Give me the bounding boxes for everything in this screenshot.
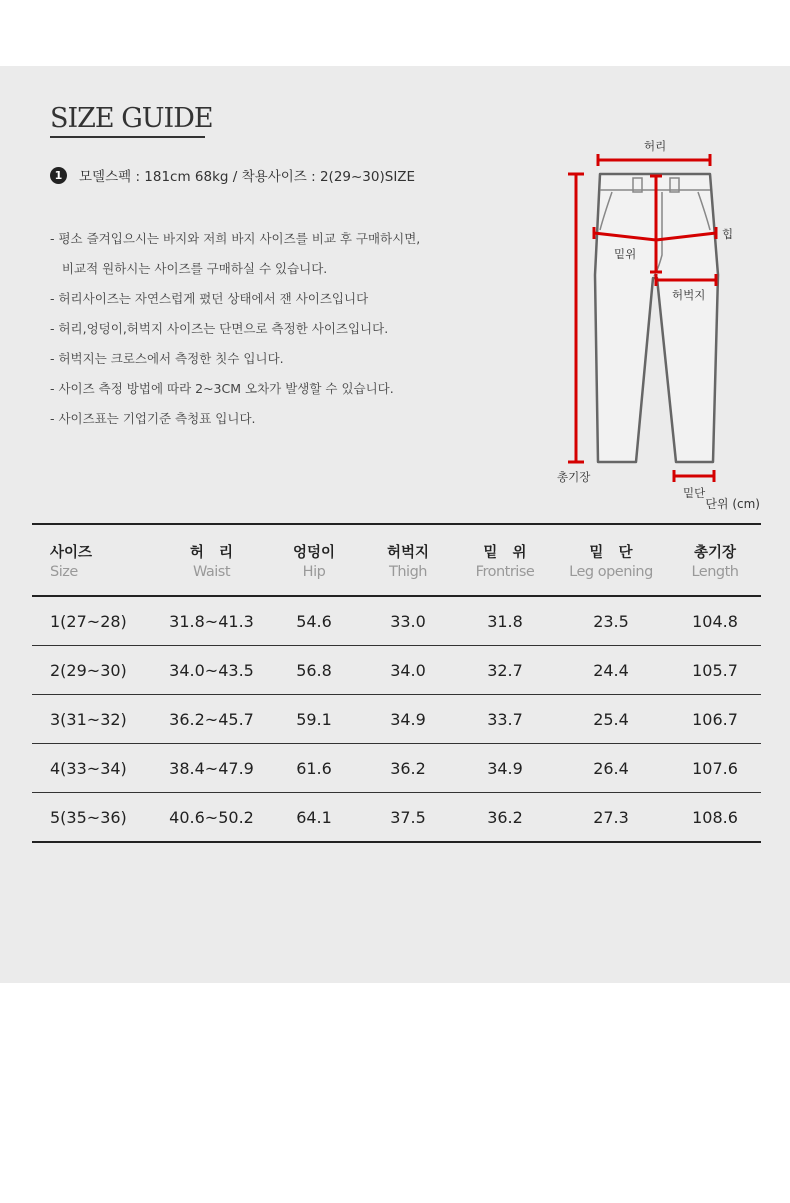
- header-length: 총기장 Length: [691, 544, 739, 580]
- note-item: - 사이즈표는 기업기준 측청표 입니다.: [50, 411, 256, 426]
- cell-waist: 34.0~43.5: [154, 646, 269, 695]
- cell-size: 2(29~30): [32, 646, 154, 695]
- label-hip: 힙: [722, 227, 734, 241]
- cell-frontrise: 32.7: [457, 646, 553, 695]
- table-row: [32, 596, 761, 646]
- cell-thigh: 33.0: [359, 596, 457, 646]
- pants-outline-icon: [550, 130, 750, 510]
- header-hip: 엉덩이 Hip: [292, 544, 336, 580]
- cell-hip: 54.6: [269, 596, 359, 646]
- cell-frontrise: 31.8: [457, 596, 553, 646]
- cell-hip: 61.6: [269, 744, 359, 793]
- header-leg-opening: 밑 단 Leg opening: [569, 544, 653, 580]
- header-size: 사이즈 Size: [50, 544, 93, 580]
- note-item: - 허벅지는 크로스에서 측정한 칫수 입니다.: [50, 351, 284, 366]
- cell-leg-opening: 25.4: [553, 695, 669, 744]
- cell-length: 104.8: [669, 596, 761, 646]
- cell-length: 107.6: [669, 744, 761, 793]
- note-item: - 허리,엉덩이,허벅지 사이즈는 단면으로 측정한 사이즈입니다.: [50, 321, 389, 336]
- cell-frontrise: 36.2: [457, 793, 553, 843]
- cell-thigh: 36.2: [359, 744, 457, 793]
- label-length: 총기장: [557, 470, 591, 484]
- cell-thigh: 34.0: [359, 646, 457, 695]
- cell-waist: 38.4~47.9: [154, 744, 269, 793]
- cell-size: 3(31~32): [32, 695, 154, 744]
- table-row: [32, 646, 761, 695]
- label-rise: 밑위: [614, 247, 637, 261]
- cell-waist: 31.8~41.3: [154, 596, 269, 646]
- number-badge: 1: [50, 167, 67, 184]
- label-leg-opening: 밑단: [683, 486, 706, 500]
- cell-thigh: 34.9: [359, 695, 457, 744]
- header-waist: 허 리 Waist: [189, 544, 234, 580]
- table-row: [32, 695, 761, 744]
- cell-length: 105.7: [669, 646, 761, 695]
- note-item: - 허리사이즈는 자연스럽게 폈던 상태에서 잰 사이즈입니다: [50, 291, 369, 306]
- cell-length: 106.7: [669, 695, 761, 744]
- cell-frontrise: 33.7: [457, 695, 553, 744]
- page-title: SIZE GUIDE: [50, 103, 213, 134]
- table-row: [32, 744, 761, 793]
- label-thigh: 허벅지: [672, 288, 706, 302]
- label-waist: 허리: [644, 139, 667, 153]
- notes-list: [50, 224, 420, 434]
- header-thigh: 허벅지 Thigh: [386, 544, 430, 580]
- cell-size: 1(27~28): [32, 596, 154, 646]
- cell-hip: 59.1: [269, 695, 359, 744]
- note-item: - 평소 즐겨입으시는 바지와 저희 바지 사이즈를 비교 후 구매하시면,: [50, 231, 421, 246]
- cell-leg-opening: 23.5: [553, 596, 669, 646]
- cell-leg-opening: 26.4: [553, 744, 669, 793]
- cell-hip: 64.1: [269, 793, 359, 843]
- cell-waist: 36.2~45.7: [154, 695, 269, 744]
- note-item: 비교적 원하시는 사이즈를 구매하실 수 있습니다.: [50, 261, 328, 276]
- cell-size: 4(33~34): [32, 744, 154, 793]
- pants-diagram: [550, 130, 750, 510]
- size-table: [32, 523, 761, 843]
- model-spec-text: 모델스펙 : 181cm 68kg / 착용사이즈 : 2(29~30)SIZE: [79, 169, 416, 185]
- cell-waist: 40.6~50.2: [154, 793, 269, 843]
- unit-label: 단위 (cm): [705, 497, 760, 511]
- table-row: [32, 793, 761, 843]
- note-item: - 사이즈 측정 방법에 따라 2~3CM 오차가 발생할 수 있습니다.: [50, 381, 394, 396]
- model-spec: [50, 165, 415, 185]
- header-frontrise: 밑 위 Frontrise: [475, 544, 535, 580]
- title-underline: [50, 136, 205, 138]
- cell-hip: 56.8: [269, 646, 359, 695]
- cell-length: 108.6: [669, 793, 761, 843]
- table-header-row: [32, 524, 761, 596]
- cell-leg-opening: 24.4: [553, 646, 669, 695]
- cell-frontrise: 34.9: [457, 744, 553, 793]
- cell-thigh: 37.5: [359, 793, 457, 843]
- cell-size: 5(35~36): [32, 793, 154, 843]
- cell-leg-opening: 27.3: [553, 793, 669, 843]
